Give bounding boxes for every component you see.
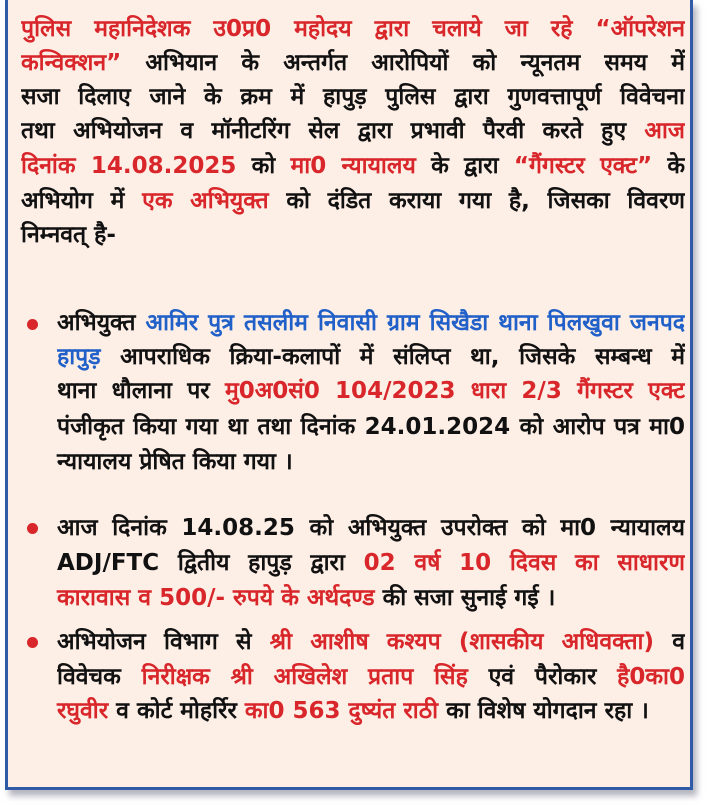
text-segment: की सजा सुनाई गई । [374, 585, 556, 611]
text-segment: एक अभियुक्त [142, 188, 269, 214]
text-segment: के द्वारा [415, 153, 514, 179]
text-segment: व [654, 629, 685, 655]
text-line [57, 545, 685, 581]
text-segment: एवं पैरोकार [467, 664, 618, 690]
text-segment: कारावास व 500/- रुपये के अर्थदण्ड [57, 585, 375, 611]
text-segment: “गैंगस्टर एक्ट” [513, 153, 653, 179]
text-line [21, 183, 685, 219]
text-line [57, 305, 685, 341]
text-segment: अभियोग में [21, 188, 143, 214]
bullet-icon [27, 523, 38, 534]
text-segment: रघुवीर [57, 698, 109, 724]
text-segment: के [652, 153, 685, 179]
text-segment: ADJ/FTC द्वितीय हापुड़ द्वारा [57, 550, 364, 576]
text-segment: मु0अ0सं0 104/2023 धारा 2/3 गैंगस्टर एक्ट [224, 378, 685, 404]
text-segment: विवेचक [57, 664, 142, 690]
text-segment: अभियोजन विभाग से [57, 629, 270, 655]
text-segment: है0का0 [617, 664, 685, 690]
text-segment: का विशेष योगदान रहा । [438, 698, 649, 724]
text-segment: का0 563 दुष्यंत राठी [244, 698, 439, 724]
text-segment: 02 वर्ष 10 दिवस का साधारण [363, 550, 685, 576]
text-line [21, 148, 685, 184]
text-line [57, 624, 685, 660]
text-segment: हापुड़ [57, 344, 101, 370]
text-segment: दिनांक 14.08.2025 [21, 153, 237, 179]
text-segment: न्यायालय प्रेषित किया गया । [57, 449, 293, 475]
text-line [57, 444, 685, 480]
text-segment: निम्नवत् है- [21, 222, 116, 248]
text-line [57, 580, 685, 616]
text-segment: थाना धौलाना पर [57, 378, 225, 404]
text-segment: आपराधिक क्रिया-कलापों में संलिप्त था, जिसके सम्बन्ध में [100, 344, 685, 370]
text-segment: कन्विक्शन” [21, 50, 122, 76]
bullet-icon [27, 319, 38, 330]
bullet-icon [27, 637, 38, 648]
text-line [21, 217, 685, 253]
text-segment: अभियुक्त [57, 310, 146, 336]
text-line [21, 11, 685, 47]
text-line [57, 409, 685, 445]
text-line [57, 659, 685, 695]
text-line [57, 693, 685, 729]
text-segment: को [236, 153, 291, 179]
text-segment: आमिर पुत्र तसलीम निवासी ग्राम सिखैडा थाना पिलखुवा जनपद [145, 310, 685, 336]
text-line [57, 510, 685, 546]
text-line [57, 339, 685, 375]
text-segment: मा0 न्यायालय [290, 153, 416, 179]
text-segment: व कोर्ट मोहर्रिर [108, 698, 245, 724]
text-segment: को दंडित कराया गया है, जिसका विवरण [268, 188, 685, 214]
text-segment: पुलिस महानिदेशक उ0प्र0 महोदय द्वारा चलाये जा रहे “ऑपरेशन [21, 16, 685, 42]
text-segment: अभियान के अन्तर्गत आरोपियों को न्यूनतम समय में [121, 50, 685, 76]
text-segment: सजा दिलाए जाने के क्रम में हापुड़ पुलिस द्वारा गुणवत्तापूर्ण विवेचना [21, 84, 685, 110]
text-segment: पंजीकृत किया गया था तथा दिनांक 24.01.2024 को आरोप पत्र मा0 [57, 414, 685, 440]
text-line [21, 113, 685, 149]
text-line [57, 373, 685, 409]
text-segment: आज [644, 118, 685, 144]
text-segment: आज दिनांक 14.08.25 को अभियुक्त उपरोक्त को मा0 न्यायालय [57, 515, 685, 541]
text-segment: तथा अभियोजन व मॉनीटरिंग सेल द्वारा प्रभावी पैरवी करते हुए [21, 118, 645, 144]
text-segment: निरीक्षक श्री अखिलेश प्रताप सिंह [141, 664, 468, 690]
text-segment: श्री आशीष कश्यप (शासकीय अधिवक्ता) [269, 629, 655, 655]
text-line [21, 79, 685, 115]
text-line [21, 45, 685, 81]
